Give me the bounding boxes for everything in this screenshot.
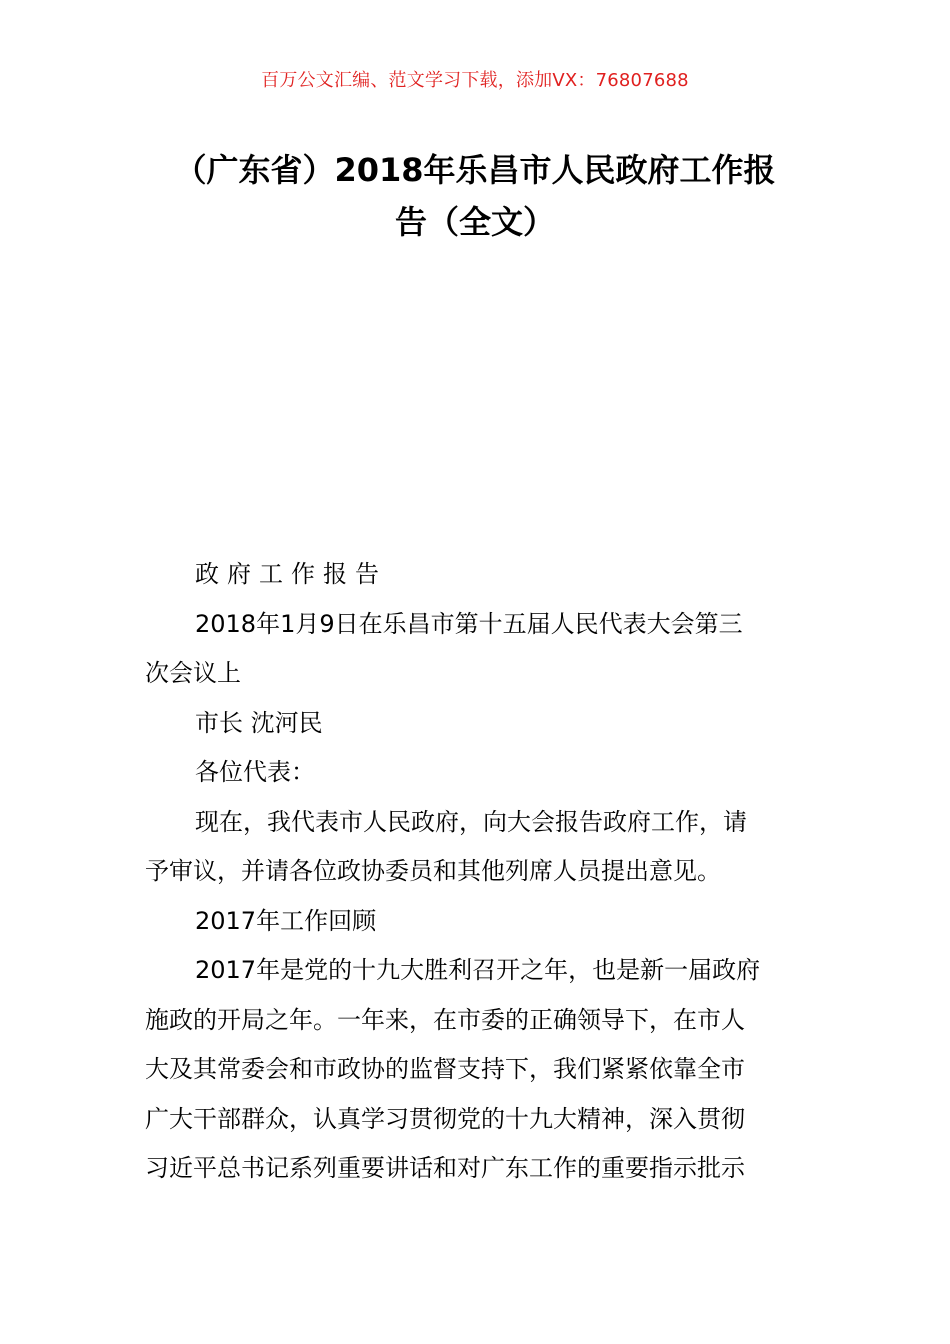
title-line-2: 告（全文） xyxy=(394,203,555,241)
report-heading: 政府工作报告 xyxy=(195,560,387,588)
review-line-4: 广大干部群众，认真学习贯彻党的十九大精神，深入贯彻 xyxy=(145,1104,745,1133)
section-title: 2017年工作回顾 xyxy=(195,906,377,935)
title-line-1: （广东省）2018年乐昌市人民政府工作报 xyxy=(174,151,776,189)
review-line-2: 施政的开局之年。一年来，在市委的正确领导下，在市人 xyxy=(145,1005,745,1034)
intro-line-1: 现在，我代表市人民政府，向大会报告政府工作，请 xyxy=(195,807,747,836)
review-line-1: 2017年是党的十九大胜利召开之年，也是新一届政府 xyxy=(195,956,761,984)
meeting-info xyxy=(145,600,810,699)
meeting-info-line-1: 2018年1月9日在乐昌市第十五届人民代表大会第三 xyxy=(195,609,743,638)
intro-line-2: 予审议，并请各位政协委员和其他列席人员提出意见。 xyxy=(145,857,721,885)
speaker-line: 市长 沈河民 xyxy=(195,708,323,737)
review-line-5: 习近平总书记系列重要讲话和对广东工作的重要指示批示 xyxy=(145,1154,745,1182)
salutation: 各位代表： xyxy=(195,758,315,786)
document-title xyxy=(0,144,950,248)
intro-paragraph xyxy=(145,798,810,897)
meeting-info-line-2: 次会议上 xyxy=(145,659,241,687)
review-line-3: 大及其常委会和市政协的监督支持下，我们紧紧依靠全市 xyxy=(145,1055,745,1083)
review-paragraph xyxy=(145,946,810,1194)
watermark-header: 百万公文汇编、范文学习下载，添加VX：76807688 xyxy=(261,70,689,91)
document-body xyxy=(145,550,810,1194)
